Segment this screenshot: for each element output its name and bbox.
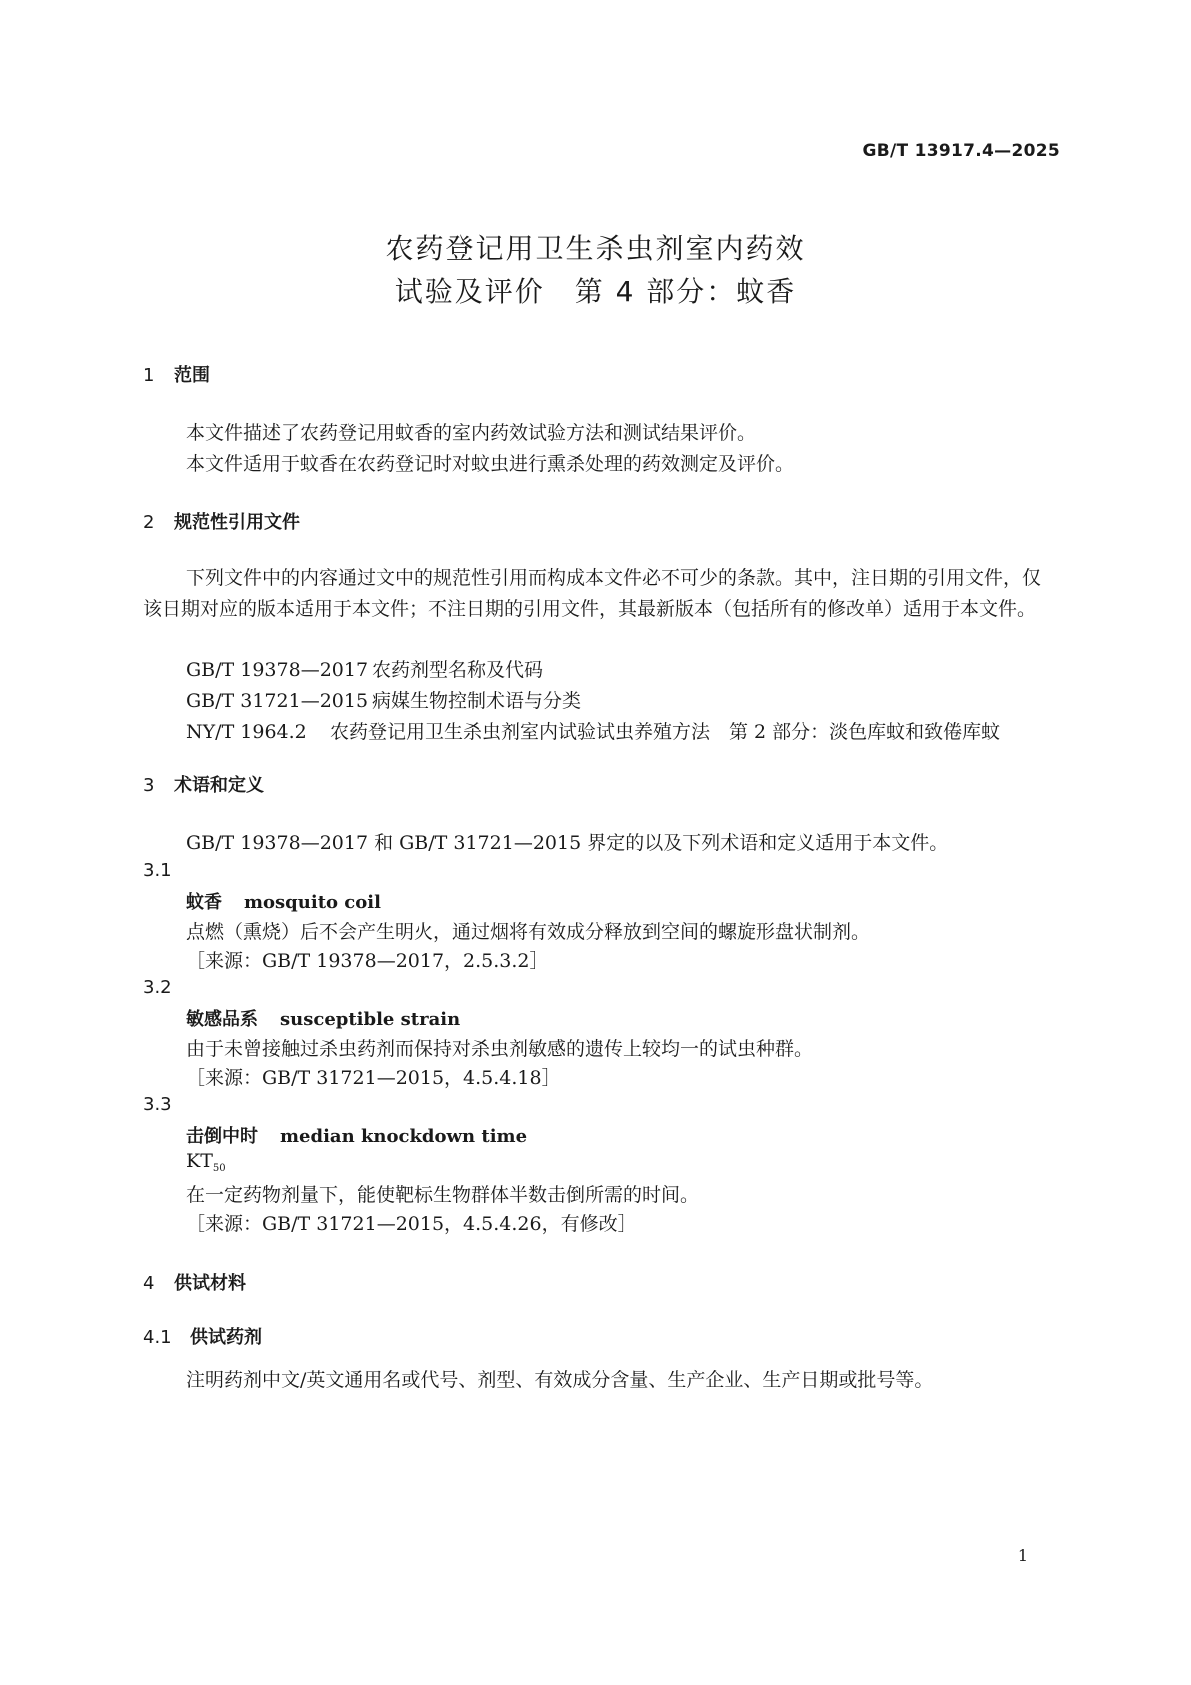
- term-number: 3.3: [143, 1094, 172, 1115]
- term-zh: 敏感品系: [186, 1009, 258, 1030]
- section-3-heading: [143, 771, 264, 797]
- reference-code: NY/T 1964.2: [186, 721, 307, 743]
- term-number: 3.1: [143, 860, 172, 881]
- section-number: 4: [143, 1273, 155, 1294]
- reference-title: 农药登记用卫生杀虫剂室内试验试虫养殖方法 第 2 部分：淡色库蚊和致倦库蚊: [330, 721, 1001, 743]
- reference-item: [186, 686, 581, 713]
- scope-paragraph-2: 本文件适用于蚊香在农药登记时对蚊虫进行熏杀处理的药效测定及评价。: [186, 453, 795, 475]
- document-title-line-1: 农药登记用卫生杀虫剂室内药效: [385, 232, 806, 265]
- section-title: 规范性引用文件: [174, 512, 300, 533]
- term-source: ［来源：GB/T 19378—2017，2.5.3.2］: [186, 950, 549, 972]
- section-number: 1: [143, 365, 155, 386]
- term-symbol-base: KT: [186, 1150, 213, 1172]
- term-heading: [186, 888, 381, 914]
- subsection-4-1-heading: [143, 1323, 262, 1349]
- term-definition: 由于未曾接触过杀虫药剂而保持对杀虫剂敏感的遗传上较均一的试虫种群。: [186, 1038, 814, 1060]
- standard-number: GB/T 13917.4—2025: [862, 141, 1060, 161]
- normative-references-intro: 下列文件中的内容通过文中的规范性引用而构成本文件必不可少的条款。其中，注日期的引用文件，仅该日期对应的版本适用于本文件；不注日期的引用文件，其最新版本（包括所有的修改单）适用于本文件。: [143, 567, 1042, 620]
- term-symbol-subscript: 50: [212, 1163, 226, 1174]
- reference-item: [186, 655, 543, 682]
- term-definition: 在一定药物剂量下，能使靶标生物群体半数击倒所需的时间。: [186, 1184, 700, 1206]
- page-number: 1: [1017, 1546, 1028, 1565]
- section-title: 供试材料: [174, 1273, 246, 1294]
- reference-title: 病媒生物控制术语与分类: [372, 690, 582, 712]
- reference-code: GB/T 19378—2017: [186, 659, 369, 681]
- scope-paragraph-1: 本文件描述了农药登记用蚊香的室内药效试验方法和测试结果评价。: [186, 422, 757, 444]
- section-1-heading: [143, 361, 210, 387]
- term-en: median knockdown time: [280, 1126, 528, 1147]
- reference-title: 农药剂型名称及代码: [372, 659, 544, 681]
- section-title: 范围: [174, 365, 210, 386]
- subsection-number: 4.1: [143, 1327, 172, 1348]
- term-symbol: [186, 1150, 226, 1174]
- terms-intro: GB/T 19378—2017 和 GB/T 31721—2015 界定的以及下列术语和定义适用于本文件。: [186, 832, 949, 854]
- term-source: ［来源：GB/T 31721—2015，4.5.4.26，有修改］: [186, 1213, 637, 1235]
- section-number: 3: [143, 775, 155, 796]
- reference-code: GB/T 31721—2015: [186, 690, 369, 712]
- term-zh: 蚊香: [186, 892, 222, 913]
- subsection-title: 供试药剂: [190, 1327, 262, 1348]
- section-4-heading: [143, 1269, 246, 1295]
- term-en: susceptible strain: [280, 1009, 461, 1030]
- document-title-line-2: 试验及评价 第 4 部分：蚊香: [394, 275, 797, 308]
- term-number: 3.2: [143, 977, 172, 998]
- term-zh: 击倒中时: [186, 1126, 258, 1147]
- term-definition: 点燃（熏烧）后不会产生明火，通过烟将有效成分释放到空间的螺旋形盘状制剂。: [186, 921, 871, 943]
- test-agent-description: 注明药剂中文/英文通用名或代号、剂型、有效成分含量、生产企业、生产日期或批号等。: [186, 1369, 934, 1391]
- reference-item: [186, 717, 1000, 744]
- term-heading: [186, 1005, 460, 1031]
- term-en: mosquito coil: [244, 892, 381, 913]
- section-2-heading: [143, 508, 300, 534]
- term-source: ［来源：GB/T 31721—2015，4.5.4.18］: [186, 1067, 561, 1089]
- section-number: 2: [143, 512, 155, 533]
- term-heading: [186, 1122, 527, 1148]
- section-title: 术语和定义: [174, 775, 264, 796]
